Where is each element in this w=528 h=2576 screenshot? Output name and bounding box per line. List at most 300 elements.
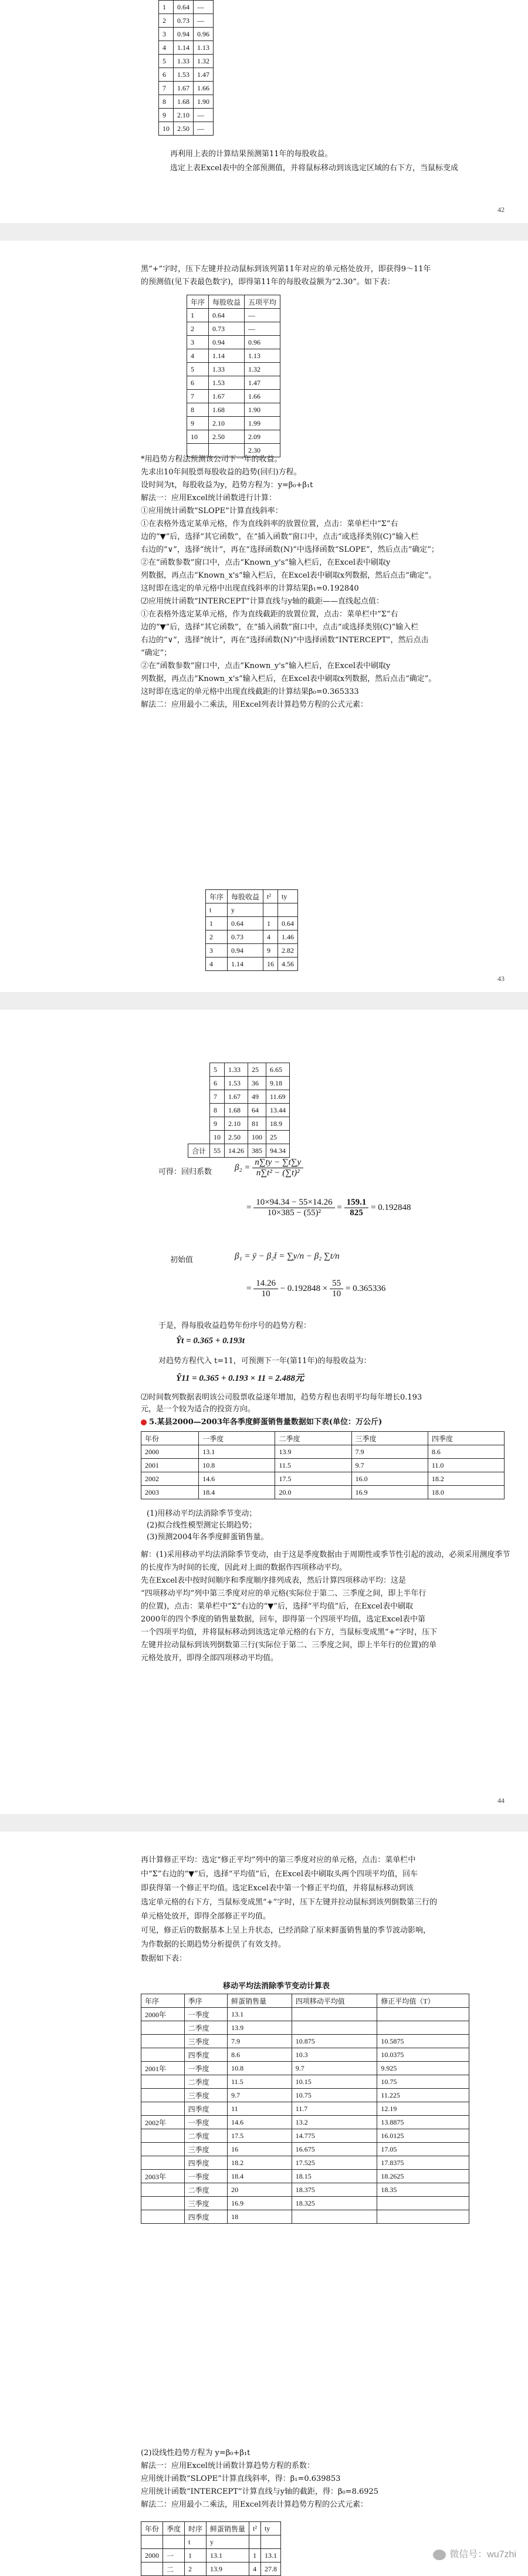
table-header-row <box>141 2522 281 2535</box>
least-squares-season-table <box>141 2521 281 2576</box>
intercept-formula: β₁ = ȳ − β₂t̄ = ∑y/n − β₂ ∑t/n <box>235 1252 340 1261</box>
page-45 <box>0 1832 528 2574</box>
table-cell <box>141 2143 185 2156</box>
table-cell: 100 <box>248 1131 266 1144</box>
table-cell <box>141 2210 185 2224</box>
table-cell: 2.10 <box>225 1117 248 1131</box>
table-cell: 18.9 <box>266 1117 290 1131</box>
table-cell: 0.73 <box>228 930 263 944</box>
table-cell: 三季度 <box>184 2197 228 2210</box>
text-line: 再利用上表的计算结果预测第11年的每股收益。 <box>170 150 333 159</box>
table-cell: 4.56 <box>278 957 298 971</box>
table-cell: 0.94 <box>174 28 194 41</box>
table-header-cell: 每股收益 <box>228 890 263 903</box>
table-cell: 9 <box>187 417 209 430</box>
table-cell: 10.75 <box>377 2075 469 2089</box>
text-line: (2)设线性趋势方程为 y=β₀+β₁t <box>141 2449 251 2457</box>
table-cell <box>141 2035 185 2048</box>
table-cell <box>141 2102 185 2116</box>
table-cell: 18.2 <box>428 1472 504 1486</box>
table-cell: — <box>194 14 214 28</box>
table-cell: 18.0 <box>428 1486 504 1499</box>
table-cell: 14.26 <box>225 1144 248 1158</box>
table-header-cell: 三季度 <box>351 1432 428 1445</box>
table-cell: 10 <box>159 122 174 136</box>
table-cell: 一季度 <box>184 2008 228 2021</box>
table-row <box>159 82 214 95</box>
table-cell <box>141 2535 163 2549</box>
table-cell: 13.1 <box>228 2008 292 2021</box>
earnings-table-forecast <box>187 295 280 457</box>
text-line: 应用统计函数“INTERCEPT”计算直线与y轴的截距，得：β₀=8.6925 <box>141 2487 379 2496</box>
table-row <box>188 1063 290 1077</box>
table-cell: 10.5875 <box>377 2035 469 2048</box>
table-row <box>187 349 280 363</box>
table-cell: 9.7 <box>228 2089 292 2102</box>
table-row <box>141 2170 469 2183</box>
table-cell: 17.8375 <box>377 2156 469 2170</box>
table-cell: 16.9 <box>228 2197 292 2210</box>
table-cell: 4 <box>263 930 278 944</box>
table-cell: 1.67 <box>209 390 245 403</box>
text-line: ②在“函数参数”窗口中，点击“Known_y's”输入栏后，在Excel表中刷取y <box>141 662 391 670</box>
text-line: 这时即在选定的单元格中出现直线截距的计算结果β₀=0.365333 <box>141 687 359 696</box>
table-header-row <box>141 1432 505 1445</box>
table-cell: 3 <box>187 336 209 349</box>
text-line: 的位置)，点击：菜单栏中“Σ”右边的“▼”后，选择“平均值”后，在Excel表中刷取 <box>141 1602 414 1611</box>
table-cell: 6.65 <box>266 1063 290 1077</box>
table-cell: 1.14 <box>228 957 263 971</box>
table-cell <box>292 2210 377 2224</box>
table-cell: 11.5 <box>275 1459 351 1472</box>
table-cell: y <box>207 2535 249 2549</box>
table-cell: 13.44 <box>266 1104 290 1117</box>
page-44 <box>0 1010 528 1814</box>
table-cell: 2000年 <box>141 2008 185 2021</box>
text-line: ⑵应用统计函数“INTERCEPT”计算直线与y轴的截距——直线起点值： <box>141 597 384 606</box>
table-cell: 81 <box>248 1117 266 1131</box>
table-cell: 0.73 <box>174 14 194 28</box>
wechat-icon <box>433 2550 446 2560</box>
table-cell: 1.66 <box>245 390 280 403</box>
text-line: 解：(1)采用移动平均法消除季节变动，由于这是季度数据由于周期性或季节性引起的波动，必须采用测度季节 <box>141 1550 510 1559</box>
prediction-equation: Ŷ11 = 0.365 + 0.193 × 11 = 2.488元 <box>176 1374 304 1383</box>
table-cell: 17.05 <box>377 2143 469 2156</box>
table-header-cell: 年序 <box>187 295 209 309</box>
least-squares-table-part2 <box>188 1063 290 1158</box>
table-cell: 11 <box>228 2102 292 2116</box>
text-line: ①应用统计函数“SLOPE”计算直线斜率： <box>141 507 283 515</box>
table-cell: 7 <box>210 1090 225 1104</box>
table-cell: 10.0375 <box>377 2048 469 2062</box>
table-row <box>141 2535 281 2549</box>
table-cell: 1.13 <box>194 41 214 55</box>
text-line: 解法二：应用最小二乘法，用Excel列表计算趋势方程的公式元素： <box>141 700 368 709</box>
table-cell: 18.35 <box>377 2183 469 2197</box>
table-cell: 13.2 <box>292 2116 377 2129</box>
table-cell: 18.2625 <box>377 2170 469 2183</box>
table-cell: 2.09 <box>245 430 280 444</box>
table-header-cell: 年份 <box>141 2522 163 2535</box>
text-line: 对趋势方程代入 t=11，可预测下一年(第11年)的每股收益为： <box>158 1357 371 1365</box>
text-line: ①在表格外选定某单元格，作为直线斜率的放置位置，点击：菜单栏中“Σ”右 <box>141 520 398 528</box>
table-row <box>159 109 214 122</box>
table-header-cell: 鲜蛋销售量 <box>228 1994 292 2008</box>
text-line: 元格处放开，即得全部四项移动平均值。 <box>141 1654 279 1663</box>
table-row <box>141 2062 469 2075</box>
table-cell <box>188 1090 210 1104</box>
table-cell: 27.8 <box>261 2562 281 2576</box>
table-row <box>187 336 280 349</box>
table-cell: 1.32 <box>245 363 280 376</box>
table-cell: 0.64 <box>278 917 298 930</box>
table-cell: 2.10 <box>209 417 245 430</box>
table-row <box>141 2102 469 2116</box>
text-line: 右边的“∨”，选择“统计”，再在“选择函数(N)”中选择函数“SLOPE”，然后点击“确定”； <box>141 545 439 554</box>
table-cell <box>377 2210 469 2224</box>
table-cell: 9.18 <box>266 1077 290 1090</box>
table-row <box>141 2549 281 2562</box>
table-cell: 四季度 <box>184 2102 228 2116</box>
table-cell: 1.68 <box>225 1104 248 1117</box>
table-header-cell: 年序 <box>141 1994 185 2008</box>
table-header-cell: 一季度 <box>199 1432 275 1445</box>
text-line: 选定单元格的右下方，当鼠标变成黑“+”字时，压下左键并拉动鼠标到该列倒数第三行的 <box>141 1898 438 1907</box>
table-row <box>187 363 280 376</box>
table-cell: 18.4 <box>228 2170 292 2183</box>
table-cell: 10.8 <box>228 2062 292 2075</box>
table-cell: 1 <box>263 917 278 930</box>
text-line: 2000年的四个季度的销售量数据，回车，即得第一个四项平均值，选定Excel表中第 <box>141 1615 426 1624</box>
table-row <box>187 309 280 322</box>
table-cell: 1.90 <box>245 403 280 417</box>
table-cell: — <box>245 322 280 336</box>
table-cell: 一 <box>163 2549 185 2562</box>
text-line: 左键并拉动鼠标到该列倒数第三行(实际位于第二、三季度之间，即上半年行的位置)的单 <box>141 1641 437 1650</box>
moving-average-table <box>141 1994 469 2224</box>
table-row <box>141 2129 469 2143</box>
table-row <box>141 2075 469 2089</box>
table-cell: — <box>194 122 214 136</box>
table-cell: 1.32 <box>194 55 214 68</box>
table-cell: 1.33 <box>174 55 194 68</box>
text-line: “确定”； <box>141 649 172 658</box>
table-cell: 1.99 <box>245 417 280 430</box>
table-cell: 1 <box>249 2549 261 2562</box>
text-line: 于是，得每股收益趋势年份序号的趋势方程： <box>158 1321 312 1330</box>
table-cell: t <box>185 2535 207 2549</box>
table-cell: 1.53 <box>174 68 194 82</box>
table-cell: 17.525 <box>292 2156 377 2170</box>
table-cell: 14.775 <box>292 2129 377 2143</box>
table-row <box>159 122 214 136</box>
table-cell: 18.2 <box>228 2156 292 2170</box>
table-row <box>187 376 280 390</box>
page-number: 42 <box>497 205 505 214</box>
table-cell: 1 <box>159 1 174 14</box>
table-cell <box>141 2156 185 2170</box>
table-cell: 1 <box>206 917 228 930</box>
table-header-cell: 五项平均 <box>245 295 280 309</box>
text-line: “四项移动平均”列中第三季度对应的单元格(实际位于第二、三季度之间，即上半年行 <box>141 1589 427 1598</box>
table-cell: 1.66 <box>194 82 214 95</box>
text-line: *用趋势方程法预测该公司下一年的收益。 <box>141 455 282 464</box>
table-cell: 10.75 <box>292 2089 377 2102</box>
table-cell: — <box>194 109 214 122</box>
table-cell: 6 <box>187 376 209 390</box>
table-cell <box>263 903 278 917</box>
table-cell <box>188 1077 210 1090</box>
table-header-cell: ty <box>278 890 298 903</box>
table-cell: 2003 <box>141 1486 199 1499</box>
table-cell: y <box>228 903 263 917</box>
table-cell: 四季度 <box>184 2048 228 2062</box>
table-cell <box>377 2021 469 2035</box>
table-cell: 4 <box>249 2562 261 2576</box>
table-cell <box>261 2535 281 2549</box>
text-line: 边的“▼”后，选择“其它函数”，在“插入函数”窗口中，点击“或选择类别(C)”输入栏 <box>141 623 419 632</box>
table-cell: 10 <box>187 430 209 444</box>
table-header-cell: 鲜蛋销售量 <box>207 2522 249 2535</box>
table-row <box>206 903 298 917</box>
table-cell <box>141 2183 185 2197</box>
table-cell: 11.5 <box>228 2075 292 2089</box>
table-row <box>141 1486 505 1499</box>
bullet-icon <box>141 1420 147 1425</box>
table-header-cell: t² <box>249 2522 261 2535</box>
table-cell: 二季度 <box>184 2129 228 2143</box>
table-row <box>159 68 214 82</box>
question-heading: 5.某县2000—2003年各季度鲜蛋销售量数据如下表(单位：万公斤) <box>141 1417 382 1428</box>
table-header-cell: t² <box>263 890 278 903</box>
table-cell: 11.0 <box>428 1459 504 1472</box>
text-line: (1)用移动平均法消除季节变动； <box>147 1509 257 1518</box>
table-cell: 18.4 <box>199 1486 275 1499</box>
table-cell: 9 <box>210 1117 225 1131</box>
table-row <box>141 2210 469 2224</box>
table-header-cell: 季度 <box>163 2522 185 2535</box>
least-squares-table-part1 <box>205 889 298 971</box>
trend-equation: Ŷt = 0.365 + 0.193t <box>176 1336 245 1346</box>
table-cell: 12.19 <box>377 2102 469 2116</box>
table-cell: 20.0 <box>275 1486 351 1499</box>
table-header-cell: 时序 <box>185 2522 207 2535</box>
table-cell: 2002 <box>141 1472 199 1486</box>
table-cell <box>292 2021 377 2035</box>
table-row <box>141 2197 469 2210</box>
table-cell: 25 <box>266 1131 290 1144</box>
table-cell: 2 <box>206 930 228 944</box>
text-line: 元，是一个较为适合的投资方向。 <box>141 1405 256 1414</box>
table-row <box>159 14 214 28</box>
table-cell: 1.68 <box>174 95 194 109</box>
table-cell: 13.1 <box>261 2549 281 2562</box>
table-cell <box>188 1131 210 1144</box>
table-cell <box>141 2197 185 2210</box>
formula-label: 初始值 <box>170 1256 194 1265</box>
table-cell: 9 <box>263 944 278 957</box>
table-cell: 9.7 <box>351 1459 428 1472</box>
text-line: 的长度作为时间的长度，因此对上面的数据作四项移动平均。 <box>141 1563 347 1572</box>
table-cell: 6 <box>159 68 174 82</box>
table-row <box>206 944 298 957</box>
table-cell: 1.68 <box>209 403 245 417</box>
table-cell: 55 <box>210 1144 225 1158</box>
table-cell: 2.50 <box>225 1131 248 1144</box>
table-cell <box>141 2021 185 2035</box>
table-row <box>188 1090 290 1104</box>
table-header-row <box>187 295 280 309</box>
table-cell: 4 <box>206 957 228 971</box>
table-row <box>141 2116 469 2129</box>
regression-formula: β₂ = $\frac{n\sum ty - \sum t\sum y}{\text{n∑t² − (∑t)²}}$ <box>235 1158 303 1178</box>
table-header-cell: 季序 <box>184 1994 228 2008</box>
table-cell: 2.50 <box>174 122 194 136</box>
table-cell: 11.225 <box>377 2089 469 2102</box>
intercept-calc: = $\frac{14.26}{10}$ − 0.192848 × $\frac{55}{10}$ = 0.365336 <box>246 1279 386 1299</box>
table-cell: 1.13 <box>245 349 280 363</box>
text-line: ⑵时间数列数据表明该公司股票收益逐年增加，趋势方程也表明平均每年增长0.193 <box>141 1393 422 1402</box>
table-row <box>159 95 214 109</box>
table-row <box>141 2048 469 2062</box>
table-cell: 3 <box>159 28 174 41</box>
table-cell: 二季度 <box>184 2183 228 2197</box>
table-cell: 16.9 <box>351 1486 428 1499</box>
table-cell: 二 <box>163 2562 185 2576</box>
total-row <box>188 1144 290 1158</box>
table-cell <box>163 2535 185 2549</box>
formula-label: 可得：回归系数 <box>158 1168 212 1176</box>
page-number: 43 <box>497 975 505 983</box>
table-cell: 三季度 <box>184 2035 228 2048</box>
table-cell: 2.82 <box>278 944 298 957</box>
table-cell: 2 <box>159 14 174 28</box>
table-row <box>159 55 214 68</box>
table-cell: 13.9 <box>228 2021 292 2035</box>
table-cell: 18.15 <box>292 2170 377 2183</box>
table-cell: 一季度 <box>184 2062 228 2075</box>
text-line: 先求出10年间股票每股收益的趋势(回归)方程。 <box>141 468 302 477</box>
table-cell: 0.94 <box>228 944 263 957</box>
table-cell: 94.34 <box>266 1144 290 1158</box>
table-cell: 1 <box>187 309 209 322</box>
table-row <box>141 2008 469 2021</box>
table-cell: 二季度 <box>184 2021 228 2035</box>
table-cell: 2003年 <box>141 2170 185 2183</box>
table-row <box>141 1459 505 1472</box>
table-cell: 1.14 <box>174 41 194 55</box>
table-cell: 8.6 <box>428 1445 504 1459</box>
table-cell: 385 <box>248 1144 266 1158</box>
page-separator <box>0 1814 528 1832</box>
text-line: 边的“▼”后，选择“其它函数”，在“插入函数”窗口中，点击“或选择类别(C)”输入栏 <box>141 532 419 541</box>
table-row <box>141 2021 469 2035</box>
table-cell: 8.6 <box>228 2048 292 2062</box>
table-cell: 13.8875 <box>377 2116 469 2129</box>
text-line: ②在“函数参数”窗口中，点击“Known_y's”输入栏后，在Excel表中刷取y <box>141 558 391 567</box>
table-cell: — <box>245 309 280 322</box>
table-cell: 2 <box>187 322 209 336</box>
table-cell: 4 <box>187 349 209 363</box>
table-cell: 2.10 <box>174 109 194 122</box>
table-row <box>206 930 298 944</box>
text-line: 中“Σ”右边的“▼”后，选择“平均值”后，在Excel表中刷取头两个四项平均值，回车 <box>141 1870 418 1879</box>
table-row <box>188 1104 290 1117</box>
table-cell: 0.96 <box>194 28 214 41</box>
table-row <box>187 390 280 403</box>
table-cell: 0.73 <box>209 322 245 336</box>
table-row <box>159 1 214 14</box>
table-header-cell: 每股收益 <box>209 295 245 309</box>
table-cell: 四季度 <box>184 2156 228 2170</box>
table-cell: 2 <box>185 2562 207 2576</box>
table-cell: 2000 <box>141 1445 199 1459</box>
table-cell: 5 <box>159 55 174 68</box>
table-cell: 7.9 <box>228 2035 292 2048</box>
text-line: 右边的“∨”，选择“统计”，再在“选择函数(N)”中选择函数“INTERCEPT”，然后点击 <box>141 636 429 645</box>
table-header-cell: 四项移动平均值 <box>292 1994 377 2008</box>
table-header-cell: 修正平均值（T） <box>377 1994 469 2008</box>
table-cell: 8 <box>187 403 209 417</box>
table-cell: — <box>194 1 214 14</box>
text-line: 一个四项平均值，并将鼠标移动到该选定单元格的右下方，当鼠标变成黑“+”字时，压下 <box>141 1628 438 1637</box>
table-cell: 合计 <box>188 1144 210 1158</box>
text-line: 选定上表Excel表中的全部预测值，并将鼠标移动到该选定区域的右下方，当鼠标变成 <box>170 164 458 173</box>
table-row <box>206 917 298 930</box>
table-header-cell: 二季度 <box>275 1432 351 1445</box>
table-cell: 二季度 <box>184 2075 228 2089</box>
table-cell: 1.67 <box>225 1090 248 1104</box>
table-row <box>141 1472 505 1486</box>
table-cell: 9.925 <box>377 2062 469 2075</box>
table-cell: 16 <box>263 957 278 971</box>
table-row <box>141 2156 469 2170</box>
table-cell: 1.47 <box>245 376 280 390</box>
table-cell <box>141 2048 185 2062</box>
table-cell: 9.7 <box>292 2062 377 2075</box>
table-row <box>187 417 280 430</box>
table-cell: 2002年 <box>141 2116 185 2129</box>
table-cell <box>141 2075 185 2089</box>
table-cell: 14.6 <box>199 1472 275 1486</box>
watermark: 微信号：wu7zhi <box>433 2547 516 2560</box>
table-row <box>188 1131 290 1144</box>
table-row <box>141 2143 469 2156</box>
table-cell: 0.64 <box>209 309 245 322</box>
table-cell: 5 <box>187 363 209 376</box>
page-42 <box>0 0 528 223</box>
table-cell: 13.9 <box>275 1445 351 1459</box>
table-cell <box>377 2008 469 2021</box>
table-cell: 7 <box>187 390 209 403</box>
table-cell: 4 <box>159 41 174 55</box>
table-cell: 11.7 <box>292 2102 377 2116</box>
table-cell: 三季度 <box>184 2089 228 2102</box>
table-cell: 14.6 <box>228 2116 292 2129</box>
text-line: (3)预测2004年各季度鲜蛋销售量。 <box>147 1533 269 1542</box>
page-number: 44 <box>497 1796 505 1805</box>
table-cell: 9 <box>159 109 174 122</box>
table-cell: 36 <box>248 1077 266 1090</box>
table-cell: 13.1 <box>199 1445 275 1459</box>
table-cell <box>141 2562 163 2576</box>
table-header-cell: ty <box>261 2522 281 2535</box>
table-row <box>206 957 298 971</box>
table-row <box>141 1445 505 1459</box>
table-cell <box>188 1063 210 1077</box>
table-cell <box>292 2008 377 2021</box>
table-cell: 一季度 <box>184 2116 228 2129</box>
